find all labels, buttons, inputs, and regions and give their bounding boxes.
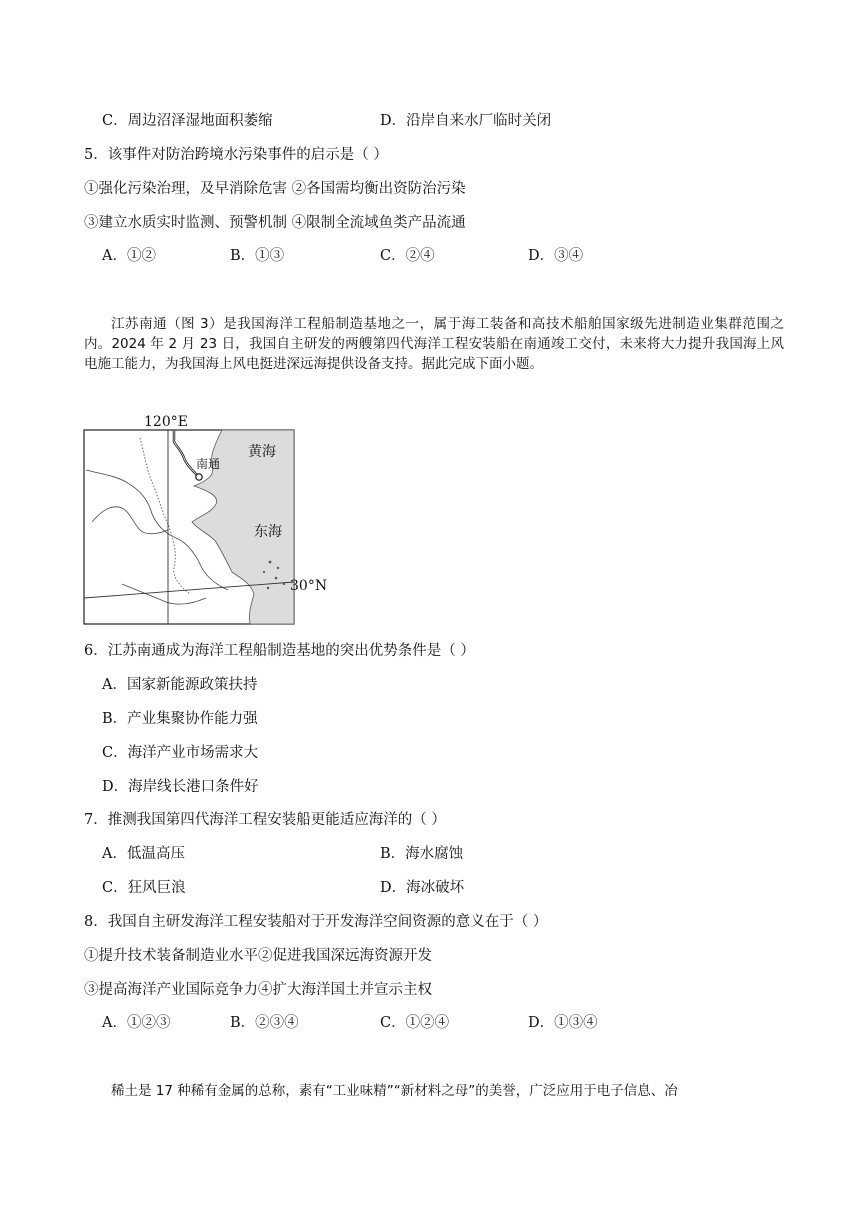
label-nantong: 南通	[196, 457, 221, 471]
q7-option-d: D．海冰破坏	[380, 880, 465, 896]
q6-option-d: D．海岸线长港口条件好	[102, 779, 259, 795]
passage-nantong-text: 江苏南通（图 3）是我国海洋工程船制造基地之一，属于海工装备和高技术船舶国家级先进制造业集群范围之内。2024 年 2 月 23 日，我国自主研发的两艘第四代海洋工程安装船在南通竣工交付，未来将大力提升我国海上风电施工能力，为我国海上风电挺进深远海提供设备支持。据此完成下面小题。	[84, 316, 784, 372]
q6-stem: 6．江苏南通成为海洋工程船制造基地的突出优势条件是（ ）	[84, 643, 475, 659]
island	[269, 561, 272, 564]
island	[275, 577, 278, 580]
label-east-sea: 东海	[254, 524, 282, 540]
passage-nantong	[84, 314, 784, 388]
q5-option-d: D．③④	[528, 248, 584, 264]
q5-statement-1: ①强化污染治理，及早消除危害 ②各国需均衡出资防治污染	[84, 181, 466, 197]
passage-rare-earth	[84, 1081, 784, 1115]
q5-option-c: C．②④	[380, 248, 435, 264]
q8-statement-1: ①提升技术装备制造业水平②促进我国深远海资源开发	[84, 948, 432, 964]
q7-option-a: A．低温高压	[102, 846, 185, 862]
q6-option-a: A．国家新能源政策扶持	[102, 677, 258, 693]
q7-stem: 7．推测我国第四代海洋工程安装船更能适应海洋的（ ）	[84, 812, 446, 828]
q8-option-c: C．①②④	[380, 1015, 450, 1031]
q8-option-d: D．①③④	[528, 1015, 598, 1031]
q5-option-b: B．①③	[230, 248, 285, 264]
label-120e: 120°E	[144, 414, 188, 430]
q8-option-a: A．①②③	[102, 1015, 171, 1031]
label-yellow-sea: 黄海	[248, 444, 276, 460]
q8-stem: 8．我国自主研发海洋工程安装船对于开发海洋空间资源的意义在于（ ）	[84, 914, 548, 930]
q4-option-c: C．周边沼泽湿地面积萎缩	[102, 113, 273, 129]
q5-option-a: A．①②	[102, 248, 156, 264]
passage-rare-earth-text: 稀土是 17 种稀有金属的总称，素有“工业味精”“新材料之母”的美誉，广泛应用于电子信息、冶	[111, 1083, 678, 1099]
q8-option-b: B．②③④	[230, 1015, 299, 1031]
q6-option-c: C．海洋产业市场需求大	[102, 745, 259, 761]
q6-option-b: B．产业集聚协作能力强	[102, 711, 258, 727]
q5-statement-2: ③建立水质实时监测、预警机制 ④限制全流域鱼类产品流通	[84, 215, 466, 231]
label-30n: 30°N	[290, 578, 328, 594]
nantong-map	[82, 412, 342, 628]
island	[277, 567, 279, 569]
nantong-marker	[196, 474, 202, 480]
q7-option-c: C．狂风巨浪	[102, 880, 186, 896]
q5-stem: 5．该事件对防治跨境水污染事件的启示是（ ）	[84, 147, 388, 163]
q4-option-d: D．沿岸自来水厂临时关闭	[380, 113, 552, 129]
island	[263, 571, 265, 573]
q8-statement-2: ③提高海洋产业国际竞争力④扩大海洋国土并宣示主权	[84, 982, 432, 998]
island	[267, 587, 269, 589]
q7-option-b: B．海水腐蚀	[380, 846, 464, 862]
